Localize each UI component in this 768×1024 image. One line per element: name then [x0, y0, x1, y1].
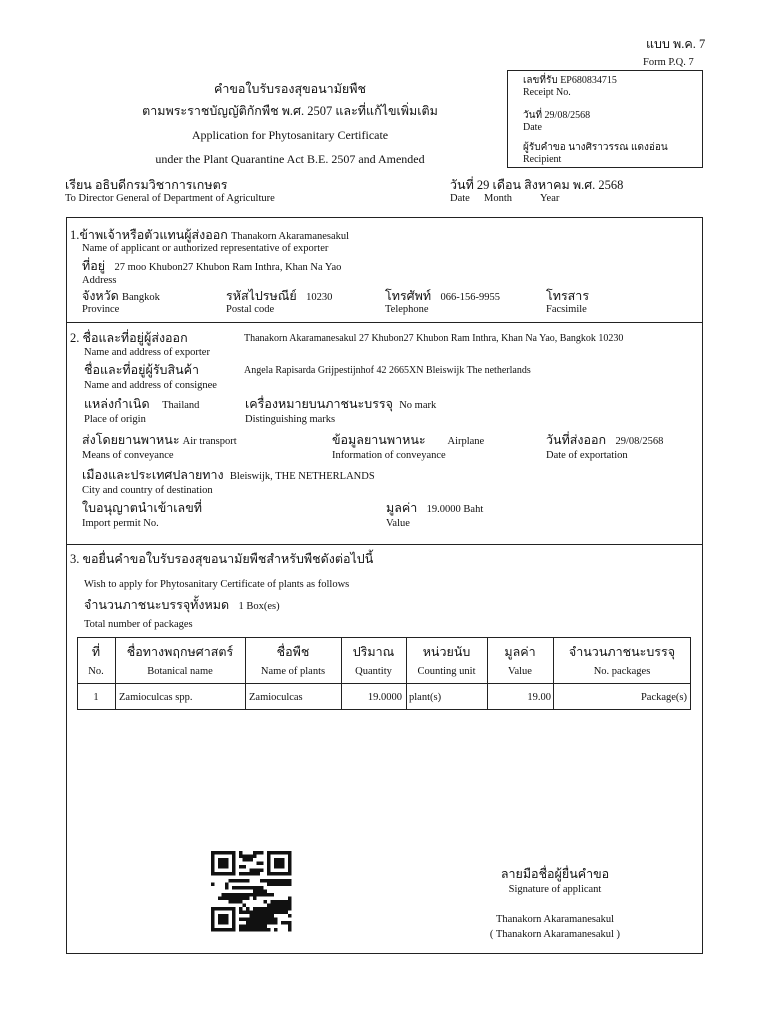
- to-thai: เรียน อธิบดีกรมวิชาการเกษตร: [65, 178, 228, 192]
- receipt-recipient-en: Recipient: [523, 154, 562, 165]
- applicant-province: จังหวัด Bangkok: [82, 289, 160, 303]
- header-value: มูลค่า: [504, 645, 536, 659]
- header-unit-en: Counting unit: [417, 666, 476, 677]
- divider-1: [66, 322, 703, 323]
- title-en-line1: Application for Phytosanitary Certificate: [191, 128, 389, 142]
- consignee-label: ชื่อและที่อยู่ผู้รับสินค้า: [84, 363, 200, 377]
- title-thai-line1: คำขอใบรับรองสุขอนามัยพืช: [214, 82, 366, 96]
- fax-en: Facsimile: [546, 304, 587, 315]
- table-cell-quantity: 19.0000: [367, 692, 402, 703]
- import-permit-label: ใบอนุญาตนำเข้าเลขที่: [82, 501, 202, 515]
- exporter-en: Name and address of exporter: [84, 347, 210, 358]
- header-packages-en: No. packages: [593, 666, 651, 677]
- consignment-value: มูลค่า 19.0000 Baht: [386, 501, 484, 515]
- applicant-name-en: Name of applicant or authorized representative of exporter: [82, 243, 329, 254]
- header-no-en: No.: [88, 666, 104, 677]
- applicant-printed-name: ( Thanakorn Akaramanesakul ): [489, 929, 621, 940]
- applicant-signature-name: Thanakorn Akaramanesakul: [495, 914, 615, 925]
- applicant-address-en: Address: [82, 275, 117, 286]
- header-no: ที่: [91, 645, 101, 659]
- month-label-en: Month: [484, 193, 513, 204]
- applicant-phone: โทรศัพท์ 066-156-9955: [385, 289, 500, 303]
- conveyance-en: Means of conveyance: [82, 450, 174, 461]
- receipt-date: วันที่ 29/08/2568: [523, 110, 591, 121]
- qr-code-icon: [206, 850, 298, 934]
- table-cell-no: 1: [93, 692, 99, 703]
- fax-label: โทรสาร: [546, 289, 590, 303]
- export-date-en: Date of exportation: [546, 450, 628, 461]
- phone-en: Telephone: [385, 304, 429, 315]
- receipt-no: เลขที่รับ EP680834715: [523, 75, 617, 86]
- title-thai-line2: ตามพระราชบัญญัติกักพืช พ.ศ. 2507 และที่แก้ไขเพิ่มเติม: [142, 104, 438, 118]
- conveyance: ส่งโดยยานพาหนะ Air transport: [82, 433, 237, 447]
- section3-heading-en: Wish to apply for Phytosanitary Certificate of plants as follows: [84, 579, 350, 590]
- applicant-name: 1.ข้าพเจ้าหรือตัวแทนผู้ส่งออก Thanakorn Akaramanesakul: [70, 228, 350, 242]
- header-botanical-en: Botanical name: [147, 666, 213, 677]
- to-en: To Director General of Department of Agriculture: [65, 193, 275, 204]
- receipt-no-en: Receipt No.: [523, 87, 571, 98]
- header-packages: จำนวนภาชนะบรรจุ: [568, 645, 676, 659]
- distinguishing-marks: เครื่องหมายบนภาชนะบรรจุ No mark: [245, 397, 437, 411]
- date-line-thai: วันที่ 29 เดือน สิงหาคม พ.ศ. 2568: [450, 178, 624, 192]
- receipt-box: [507, 70, 703, 168]
- import-permit-en: Import permit No.: [82, 518, 159, 529]
- marks-en: Distinguishing marks: [245, 414, 336, 425]
- signature-label-thai: ลายมือชื่อผู้ยื่นคำขอ: [500, 867, 610, 881]
- origin-en: Place of origin: [84, 414, 146, 425]
- year-label-en: Year: [540, 193, 560, 204]
- divider-2: [66, 544, 703, 545]
- header-unit: หน่วยนับ: [422, 645, 471, 659]
- table-cell-botanical: Zamioculcas spp.: [119, 692, 193, 703]
- destination-en: City and country of destination: [82, 485, 213, 496]
- postal-en: Postal code: [226, 304, 275, 315]
- header-botanical: ชื่อทางพฤกษศาสตร์: [126, 645, 234, 659]
- header-value-en: Value: [508, 666, 532, 677]
- consignee-value: Angela Rapisarda Grijpestijnhof 42 2665XN Bleiswijk The netherlands: [244, 365, 531, 376]
- applicant-address: ที่อยู่ 27 moo Khubon27 Khubon Ram Inthra, Khan Na Yao: [82, 259, 342, 273]
- value-en: Value: [386, 518, 410, 529]
- table-cell-unit: plant(s): [409, 692, 442, 703]
- total-packages-en: Total number of packages: [84, 619, 193, 630]
- total-packages: จำนวนภาชนะบรรจุทั้งหมด 1 Box(es): [84, 598, 280, 612]
- destination: เมืองและประเทศปลายทาง Bleiswijk, THE NETHERLANDS: [82, 468, 375, 482]
- header-quantity: ปริมาณ: [352, 645, 395, 659]
- header-quantity-en: Quantity: [355, 666, 392, 677]
- conveyance-info: ข้อมูลยานพาหนะ Airplane: [332, 433, 485, 447]
- table-cell-packages: Package(s): [640, 692, 687, 703]
- origin: แหล่งกำเนิด Thailand: [84, 397, 200, 411]
- header-plant-name: ชื่อพืช: [276, 645, 310, 659]
- title-en-line2: under the Plant Quarantine Act B.E. 2507 and Amended: [155, 152, 425, 166]
- applicant-postal: รหัสไปรษณีย์ 10230: [226, 289, 333, 303]
- exporter-label: 2. ชื่อและที่อยู่ผู้ส่งออก: [70, 331, 188, 345]
- table-cell-value: 19.00: [527, 692, 551, 703]
- receipt-recipient: ผู้รับคำขอ นางศิราวรรณ แดงอ่อน: [523, 142, 668, 153]
- conveyance-info-en: Information of conveyance: [332, 450, 446, 461]
- receipt-date-en: Date: [523, 122, 542, 133]
- consignee-en: Name and address of consignee: [84, 380, 217, 391]
- signature-label-en: Signature of applicant: [508, 884, 602, 895]
- exporter-value: Thanakorn Akaramanesakul 27 Khubon27 Khubon Ram Inthra, Khan Na Yao, Bangkok 10230: [244, 333, 624, 344]
- form-number-en: Form P.Q. 7: [643, 57, 694, 68]
- province-en: Province: [82, 304, 120, 315]
- export-date: วันที่ส่งออก 29/08/2568: [546, 433, 664, 447]
- date-label-en: Date: [450, 193, 470, 204]
- form-number-thai: แบบ พ.ค. 7: [646, 37, 706, 51]
- table-cell-plant-name: Zamioculcas: [249, 692, 303, 703]
- section3-heading: 3. ขอยื่นคำขอใบรับรองสุขอนามัยพืชสำหรับพืชดังต่อไปนี้: [70, 552, 374, 566]
- header-plant-name-en: Name of plants: [260, 666, 326, 677]
